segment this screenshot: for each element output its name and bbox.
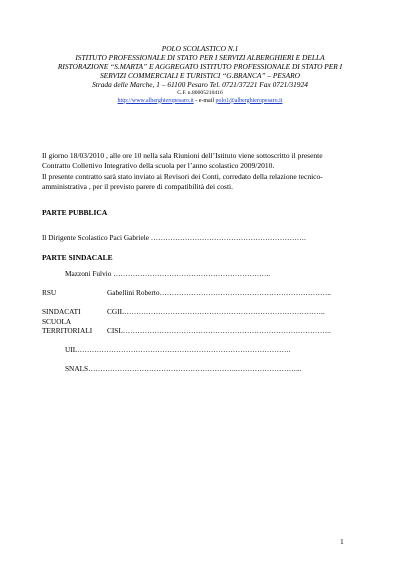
cgil-signature-line: CGIL……………………………………………………………………….. bbox=[107, 307, 325, 316]
mazzoni-signature-line: Mazzoni Fulvio ……………………………………………………….. bbox=[65, 269, 271, 278]
cisl-signature-line: CISL………………………………………………………………………….. bbox=[107, 326, 331, 335]
intro-line-1: Il giorno 18/03/2010 , alle ore 10 nella sala Riunioni dell’Istituto viene sottoscritto il presente bbox=[42, 151, 323, 160]
school-letterhead bbox=[40, 45, 360, 105]
email-separator: - e-mail bbox=[193, 97, 216, 104]
parte-sindacale-heading: PARTE SINDACALE bbox=[42, 253, 113, 262]
intro-line-3: Il presente contratto sarà stato inviato ai Revisori dei Conti, corredato della relazione tecnico- bbox=[42, 171, 323, 181]
intro-paragraph bbox=[42, 151, 372, 193]
letterhead-line-2: ISTITUTO PROFESSIONALE DI STATO PER I SERVIZI ALBERGHIERI E DELLA bbox=[75, 52, 325, 62]
snals-signature-line: SNALS……………………………………………………..……………………... bbox=[65, 364, 302, 373]
letterhead-line-4: SERVIZI COMMERCIALI E TURISTICI “G.BRANCA” – PESARO bbox=[99, 70, 300, 80]
email-link[interactable]: polo1@alberghieropesaro.it bbox=[215, 97, 283, 104]
tax-code: C.F. n.80005210416 bbox=[177, 89, 223, 96]
page-number: 1 bbox=[340, 537, 344, 546]
scuola-label: SCUOLA bbox=[42, 317, 72, 326]
intro-line-4: amministrativa , per il previsto parere di compatibilità dei costi. bbox=[42, 182, 233, 192]
rsu-signature-line: Gabellini Roberto…………………………………………………………….. bbox=[107, 288, 331, 297]
contact-line bbox=[40, 97, 360, 105]
letterhead-line-3: RISTORAZIONE “S.MARTA” E AGGREGATO ISTITUTO PROFESSIONALE DI STATO PER I bbox=[57, 61, 343, 71]
rsu-label: RSU bbox=[42, 288, 57, 297]
letterhead-address: Strada delle Marche, 1 – 61100 Pesaro Tel. 0721/37221 Fax 0721/31924 bbox=[92, 79, 308, 89]
website-link[interactable]: http://www.alberghieropesaro.it bbox=[117, 97, 194, 104]
parte-pubblica-heading: PARTE PUBBLICA bbox=[42, 208, 108, 217]
sindacati-label: SINDACATI bbox=[42, 307, 81, 316]
dirigente-signature-line: Il Dirigente Scolastico Paci Gabriele ………………………………………………………. bbox=[42, 233, 306, 242]
territoriali-label: TERRITORIALI bbox=[42, 326, 93, 335]
uil-signature-line: UIL……………………………………………………………………………. bbox=[65, 345, 291, 354]
letterhead-line-1: POLO SCOLASTICO N.1 bbox=[161, 44, 239, 53]
intro-line-2: Contratto Collettivo Integrativo della scuola per l’anno scolastico 2009/2010. bbox=[42, 161, 275, 171]
